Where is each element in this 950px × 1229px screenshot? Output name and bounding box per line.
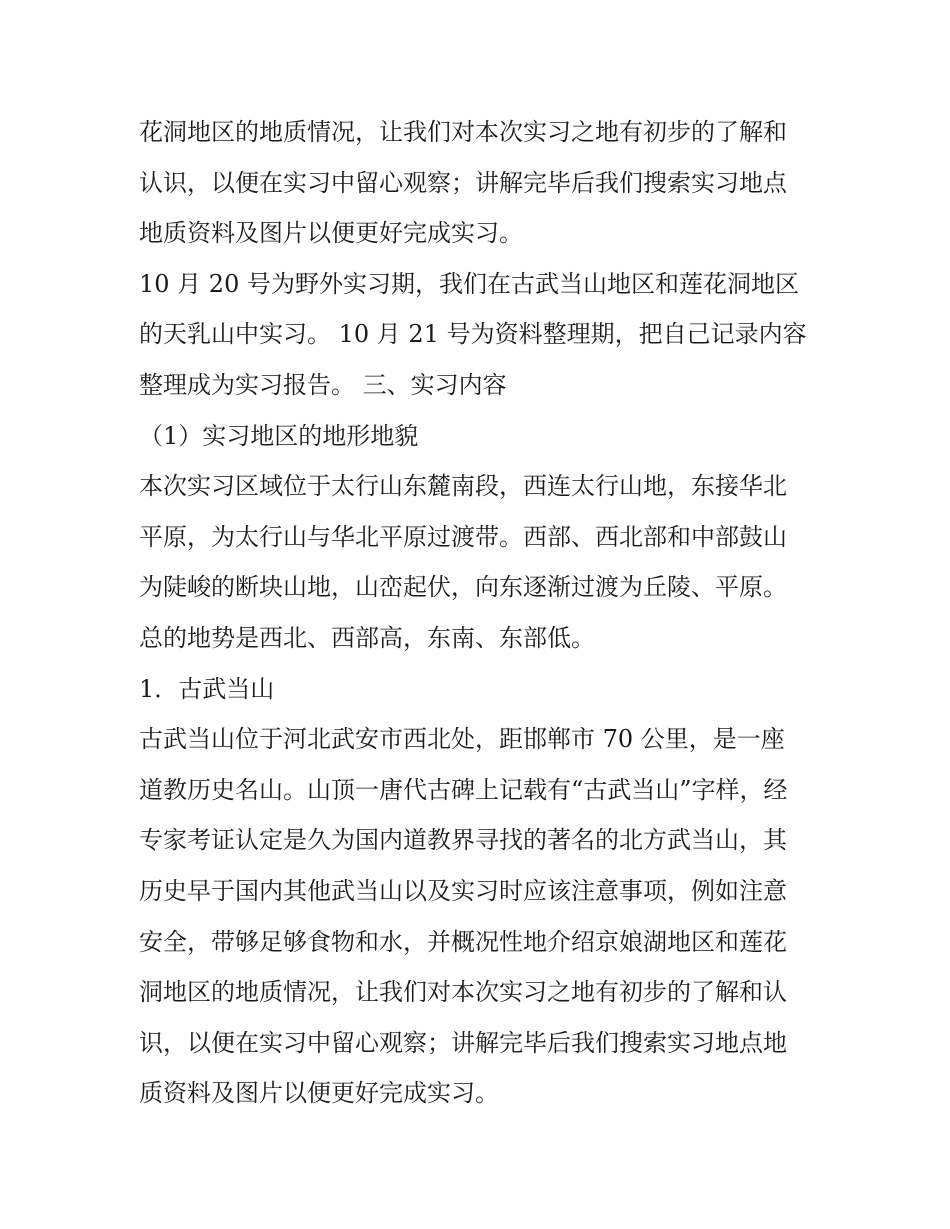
text-line: 历史早于国内其他武当山以及实习时应该注意事项，例如注意: [139, 876, 787, 905]
text-line: 为陡峻的断块山地，山峦起伏，向东逐渐过渡为丘陵、平原。: [139, 573, 787, 602]
text-line: 道教历史名山。山顶一唐代古碑上记载有“古武当山”字样，经: [139, 775, 788, 804]
text-line: 总的地势是西北、西部高，东南、东部低。: [139, 623, 595, 652]
text-line: 质资料及图片以便更好完成实习。: [139, 1079, 499, 1108]
text-line: 认识，以便在实习中留心观察；讲解完毕后我们搜索实习地点: [139, 168, 787, 197]
text-line: 古武当山位于河北武安市西北处，距邯郸市 70 公里，是一座: [139, 725, 785, 754]
text-line: 本次实习区域位于太行山东麓南段，西连太行山地，东接华北: [139, 472, 787, 501]
text-line: 10 月 20 号为野外实习期，我们在古武当山地区和莲花洞地区: [139, 269, 799, 298]
text-line: 的天乳山中实习。 10 月 21 号为资料整理期，把自己记录内容: [139, 320, 807, 349]
document-body: [139, 107, 819, 1119]
text-line: 洞地区的地质情况，让我们对本次实习之地有初步的了解和认: [139, 978, 787, 1007]
text-line: 地质资料及图片以便更好完成实习。: [139, 219, 523, 248]
text-line: 识，以便在实习中留心观察；讲解完毕后我们搜索实习地点地: [139, 1028, 787, 1057]
text-line: 安全，带够足够食物和水，并概况性地介绍京娘湖地区和莲花: [139, 927, 787, 956]
text-line: 花洞地区的地质情况，让我们对本次实习之地有初步的了解和: [139, 118, 787, 146]
text-line: 专家考证认定是久为国内道教界寻找的著名的北方武当山，其: [139, 826, 787, 855]
text-line: 平原，为太行山与华北平原过渡带。西部、西北部和中部鼓山: [139, 522, 787, 551]
section-heading: （1）实习地区的地形地貌: [139, 421, 419, 450]
subsection-heading: 1．古武当山: [139, 674, 275, 703]
text-line: 整理成为实习报告。 三、实习内容: [139, 370, 507, 399]
